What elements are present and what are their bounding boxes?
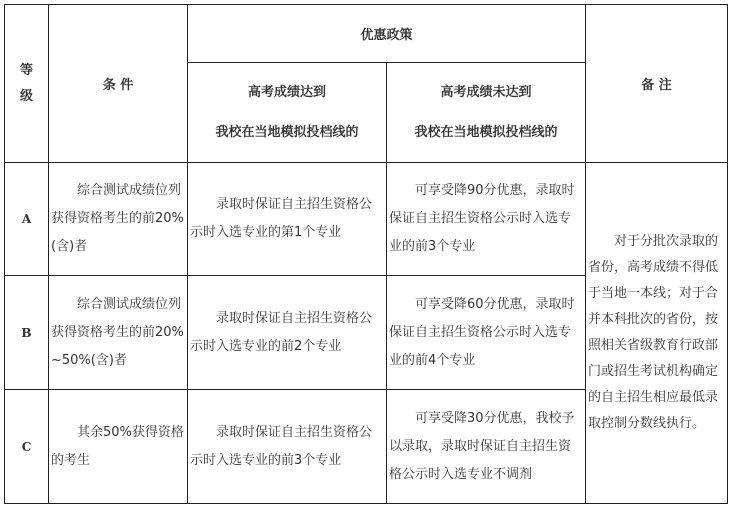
- condition-text: 综合测试成绩位列获得资格考生的前20%(含)者: [51, 183, 184, 254]
- reached-header: [188, 63, 387, 163]
- remark-header-label: 备 注: [641, 78, 672, 93]
- remark-header: [586, 5, 728, 163]
- policy-header-label: 优惠政策: [360, 28, 413, 43]
- condition-cell: [49, 390, 188, 504]
- not-reached-text: 可享受降30分优惠，我校予以录取，录取时保证自主招生资格公示时入选专业不调剂: [389, 410, 575, 482]
- grade-header: [5, 5, 49, 163]
- reached-cell: [188, 276, 387, 390]
- not-reached-text: 可享受降90分优惠，录取时保证自主招生资格公示时入选专业的前3个专业: [389, 183, 575, 254]
- not-reached-cell: [387, 163, 586, 276]
- not-reached-header-line2: 我校在当地模拟投档线的: [414, 124, 558, 140]
- condition-text: 其余50%获得资格的考生: [51, 424, 184, 468]
- reached-text: 录取时保证自主招生资格公示时入选专业的前3个专业: [190, 424, 373, 468]
- reached-header-line1: 高考成绩达到: [247, 84, 326, 100]
- remark-text: 对于分批次录取的省份，高考成绩不得低于当地一本线；对于合并本科批次的省份，按照相关省级教育行政部门或招生考试机构确定的自主招生相应最低录取控制分数线执行。: [588, 234, 719, 431]
- condition-cell: [49, 276, 188, 390]
- not-reached-text: 可享受降60分优惠，录取时保证自主招生资格公示时入选专业的前4个专业: [389, 296, 575, 368]
- table-row: [5, 163, 728, 276]
- not-reached-cell: [387, 390, 586, 504]
- grade-cell: A: [5, 163, 49, 276]
- reached-cell: [188, 163, 387, 276]
- policy-header: [188, 5, 586, 63]
- condition-cell: [49, 163, 188, 276]
- condition-header-label: 条 件: [102, 78, 134, 93]
- condition-header: [49, 5, 188, 163]
- grade-header-line2: 级: [19, 88, 33, 104]
- admission-policy-table: [4, 4, 728, 504]
- not-reached-header-line1: 高考成绩未达到: [440, 84, 532, 100]
- reached-text: 录取时保证自主招生资格公示时入选专业的前2个专业: [190, 310, 373, 354]
- header-row-1: [5, 5, 728, 63]
- reached-text: 录取时保证自主招生资格公示时入选专业的第1个专业: [190, 197, 373, 240]
- not-reached-header: [387, 63, 586, 163]
- grade-header-line1: 等: [19, 62, 33, 78]
- condition-text: 综合测试成绩位列获得资格考生的前20%~50%(含)者: [51, 296, 184, 368]
- remark-cell: [586, 163, 728, 504]
- not-reached-cell: [387, 276, 586, 390]
- reached-cell: [188, 390, 387, 504]
- reached-header-line2: 我校在当地模拟投档线的: [215, 124, 359, 140]
- grade-cell: C: [5, 390, 49, 504]
- grade-cell: B: [5, 276, 49, 390]
